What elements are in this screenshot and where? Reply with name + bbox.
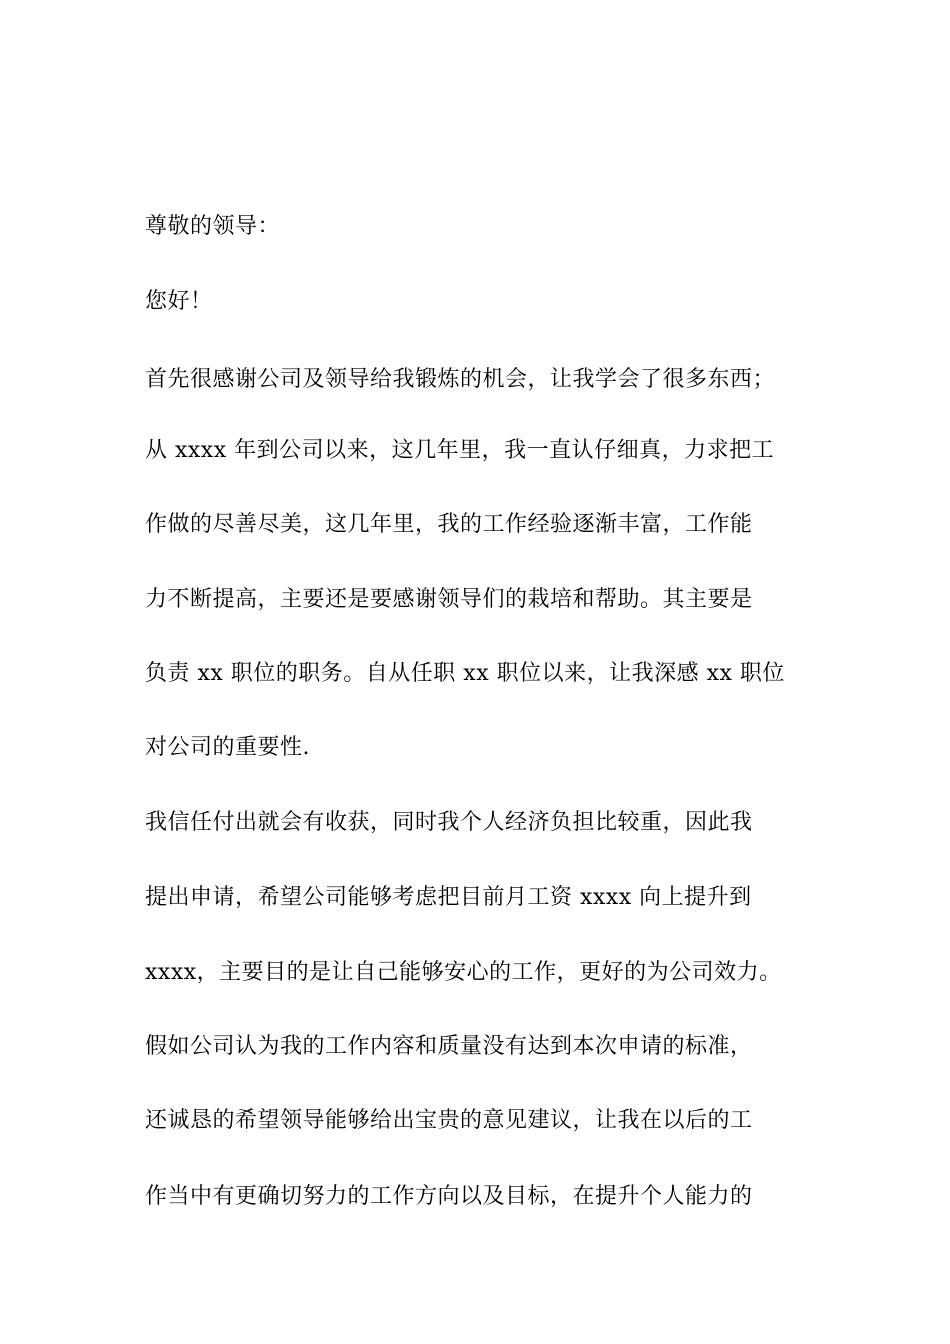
body-line: 作当中有更确切努力的工作方向以及目标，在提升个人能力的 — [145, 1184, 753, 1209]
body-line: 负责 xx 职位的职务。自从任职 xx 职位以来，让我深感 xx 职位 — [145, 661, 785, 686]
body-line: 还诚恳的希望领导能够给出宝贵的意见建议，让我在以后的工 — [145, 1108, 753, 1133]
salutation: 尊敬的领导： — [145, 214, 281, 239]
body-line: 提出申请，希望公司能够考虑把目前月工资 xxxx 向上提升到 — [145, 885, 752, 910]
body-line: 力不断提高，主要还是要感谢领导们的栽培和帮助。其主要是 — [145, 587, 753, 612]
body-line: 首先很感谢公司及领导给我锻炼的机会，让我学会了很多东西； — [145, 367, 776, 392]
body-line: xxxx，主要目的是让自己能够安心的工作，更好的为公司效力。 — [145, 960, 782, 985]
greeting: 您好！ — [145, 289, 213, 314]
body-line: 作做的尽善尽美，这几年里，我的工作经验逐渐丰富，工作能 — [145, 512, 753, 537]
body-line: 对公司的重要性. — [145, 735, 310, 760]
body-line: 我信任付出就会有收获，同时我个人经济负担比较重，因此我 — [145, 810, 753, 835]
body-line: 假如公司认为我的工作内容和质量没有达到本次申请的标准， — [145, 1034, 753, 1059]
body-line: 从 xxxx 年到公司以来，这几年里，我一直认仔细真，力求把工 — [145, 438, 775, 463]
